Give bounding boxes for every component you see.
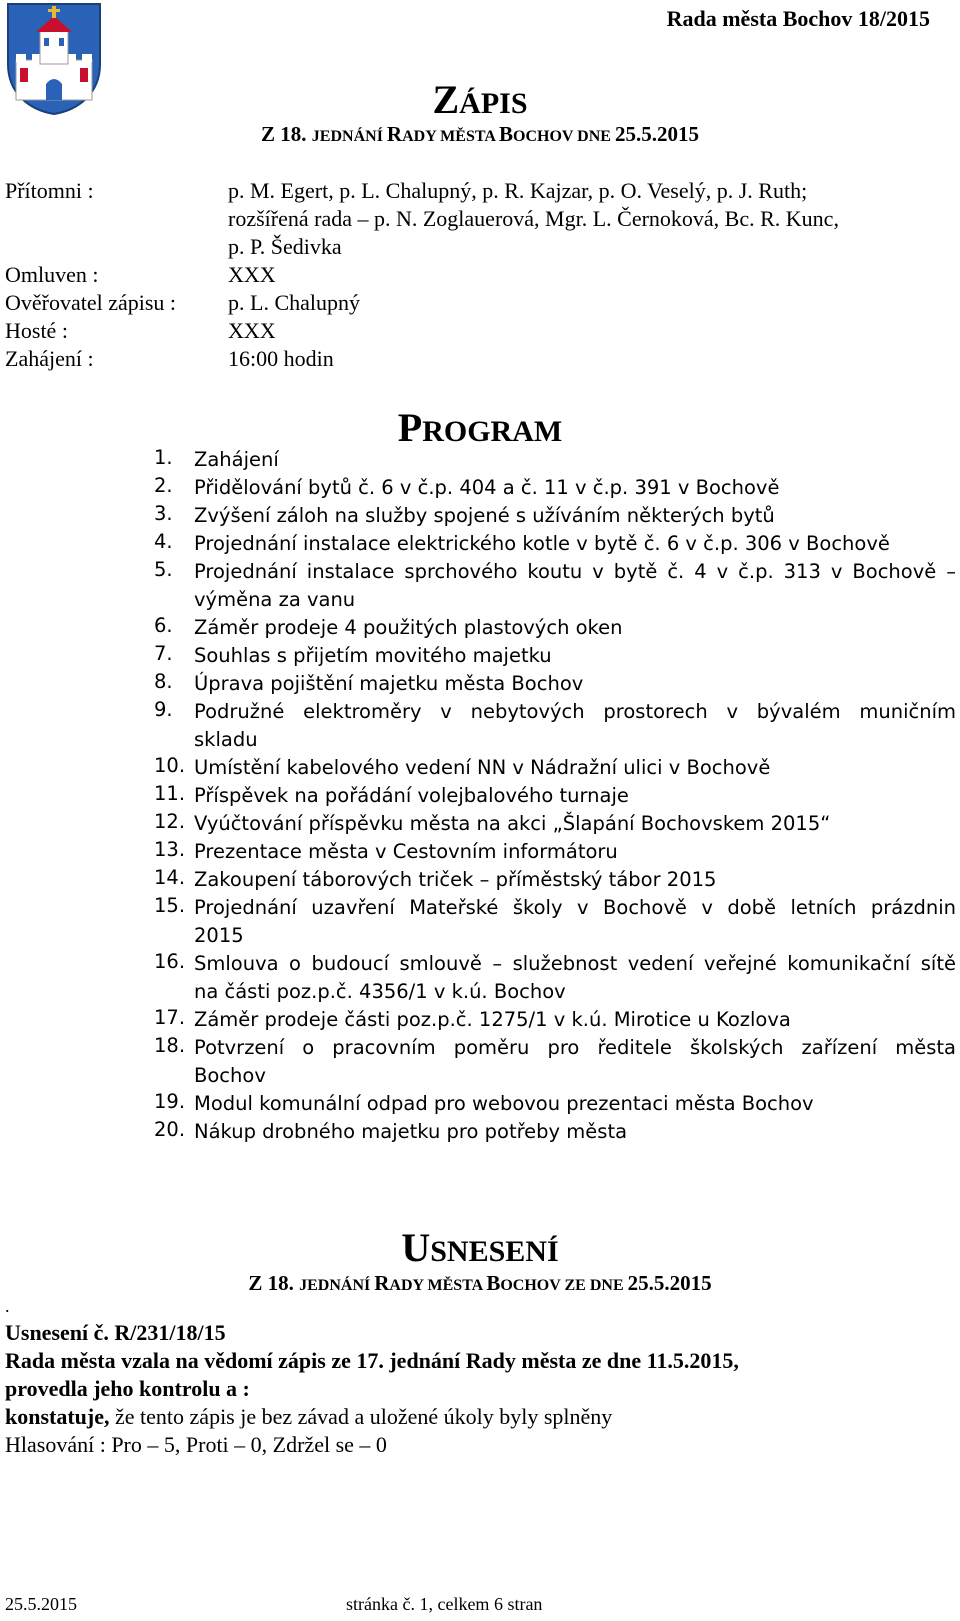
- subtitle-part: OCHOV ZE DNE: [500, 1277, 628, 1294]
- footer-date: 25.5.2015: [5, 1594, 77, 1614]
- program-item-line: Přidělování bytů č. 6 v č.p. 404 a č. 11 v č.p. 391 v Bochově: [194, 476, 780, 499]
- guests-label: Hosté :: [5, 318, 68, 343]
- program-item-line: výměna za vanu: [194, 588, 356, 611]
- program-item-number: 8.: [154, 670, 173, 693]
- program-item-line: Modul komunální odpad pro webovou prezentaci města Bochov: [194, 1092, 814, 1115]
- program-item-text: [194, 1006, 956, 1034]
- guests-value: XXX: [228, 318, 276, 343]
- subtitle-part: 25.5.2015: [614, 122, 699, 146]
- resolution-number: Usnesení č. R/231/18/15: [5, 1320, 226, 1345]
- program-item-text: [194, 642, 956, 670]
- subtitle-part: ADY MĚSTA: [389, 1277, 487, 1294]
- vote-result: Hlasování : Pro – 5, Proti – 0, Zdržel se – 0: [5, 1432, 387, 1457]
- minutes-subtitle: [0, 122, 960, 147]
- subtitle-part: Z 18.: [261, 122, 312, 146]
- program-item-number: 11.: [154, 782, 186, 805]
- program-item-line: Zvýšení záloh na služby spojené s užíváním některých bytů: [194, 504, 775, 527]
- program-item-text: [194, 698, 956, 754]
- program-item-line: Souhlas s přijetím movitého majetku: [194, 644, 552, 667]
- program-item-number: 18.: [154, 1034, 186, 1057]
- program-item-text: [194, 866, 956, 894]
- program-item-number: 5.: [154, 558, 173, 581]
- program-item-number: 15.: [154, 894, 186, 917]
- program-item-line: Bochov: [194, 1064, 266, 1087]
- program-item-text: [194, 614, 956, 642]
- program-item-text: [194, 754, 956, 782]
- subtitle-part: 25.5.2015: [627, 1271, 712, 1295]
- program-item-number: 19.: [154, 1090, 186, 1113]
- program-item-line: Zakoupení táborových triček – příměstský tábor 2015: [194, 868, 717, 891]
- program-item-line: Podružné elektroměry v nebytových prostorech v bývalém muničním: [194, 700, 956, 723]
- program-item-line: Potvrzení o pracovním poměru pro ředitele školských zařízení města: [194, 1036, 956, 1059]
- subtitle-part: JEDNÁNÍ: [299, 1277, 375, 1294]
- subtitle-part: B: [499, 122, 514, 146]
- program-item-number: 17.: [154, 1006, 186, 1029]
- program-item-number: 7.: [154, 642, 173, 665]
- program-item-number: 16.: [154, 950, 186, 973]
- header-council-title: Rada města Bochov 18/2015: [666, 6, 930, 31]
- program-item-number: 9.: [154, 698, 173, 721]
- minutes-title-initial: Z: [432, 77, 460, 122]
- verifier-label: Ověřovatel zápisu :: [5, 290, 177, 315]
- program-item-line: Projednání uzavření Mateřské školy v Bochově v době letních prázdnin: [194, 896, 956, 919]
- excused-value: XXX: [228, 262, 276, 287]
- program-title-rest: ROGRAM: [422, 415, 563, 448]
- present-line-3: p. P. Šedivka: [228, 234, 342, 259]
- subtitle-part: ADY MĚSTA: [402, 128, 499, 145]
- program-item-text: [194, 894, 956, 950]
- program-item-line: 2015: [194, 924, 244, 947]
- program-item-number: 10.: [154, 754, 186, 777]
- program-item-number: 2.: [154, 474, 173, 497]
- subtitle-part: R: [386, 122, 403, 146]
- program-item-line: Záměr prodeje části poz.p.č. 1275/1 v k.ú. Mirotice u Kozlova: [194, 1008, 791, 1031]
- program-item-line: Příspěvek na pořádání volejbalového turnaje: [194, 784, 629, 807]
- program-item-number: 6.: [154, 614, 173, 637]
- program-item-number: 20.: [154, 1118, 186, 1141]
- program-item-line: Projednání instalace elektrického kotle v bytě č. 6 v č.p. 306 v Bochově: [194, 532, 890, 555]
- excused-label: Omluven :: [5, 262, 99, 287]
- resolution-line-1: Rada města vzala na vědomí zápis ze 17. jednání Rady města ze dne 11.5.2015,: [5, 1348, 739, 1373]
- program-item-text: [194, 474, 956, 502]
- program-item-text: [194, 1034, 956, 1090]
- subtitle-part: OCHOV DNE: [513, 128, 615, 145]
- resolution-subtitle: [0, 1271, 960, 1296]
- resolution-line-3: [5, 1404, 612, 1430]
- subtitle-part: R: [374, 1271, 390, 1295]
- program-item-text: [194, 782, 956, 810]
- minutes-title-rest: ÁPIS: [459, 87, 528, 120]
- program-item-line: Zahájení: [194, 448, 279, 471]
- program-item-text: [194, 810, 956, 838]
- footer-page-number: stránka č. 1, celkem 6 stran: [346, 1594, 543, 1614]
- program-item-line: na části poz.p.č. 4356/1 v k.ú. Bochov: [194, 980, 566, 1003]
- present-line-1: p. M. Egert, p. L. Chalupný, p. R. Kajzar, p. O. Veselý, p. J. Ruth;: [228, 178, 808, 203]
- program-item-line: Prezentace města v Cestovním informátoru: [194, 840, 618, 863]
- resolution-verb: konstatuje,: [5, 1404, 110, 1429]
- present-line-2: rozšířená rada – p. N. Zoglauerová, Mgr. L. Černoková, Bc. R. Kunc,: [228, 206, 839, 231]
- minutes-title: [0, 76, 960, 123]
- program-item-number: 13.: [154, 838, 186, 861]
- program-item-number: 12.: [154, 810, 186, 833]
- subtitle-part: JEDNÁNÍ: [311, 128, 387, 145]
- resolution-title-rest: SNESENÍ: [430, 1235, 559, 1268]
- program-item-line: Nákup drobného majetku pro potřeby města: [194, 1120, 628, 1143]
- program-item-text: [194, 1090, 956, 1118]
- program-item-text: [194, 1118, 956, 1146]
- program-item-text: [194, 670, 956, 698]
- program-item-line: Vyúčtování příspěvku města na akci „Šlapání Bochovskem 2015“: [194, 812, 831, 835]
- program-title-initial: P: [397, 405, 423, 450]
- program-item-text: [194, 950, 956, 1006]
- subtitle-part: B: [486, 1271, 501, 1295]
- subtitle-part: Z 18.: [248, 1271, 300, 1295]
- resolution-text: že tento zápis je bez závad a uložené úkoly byly splněny: [109, 1404, 613, 1429]
- program-item-number: 14.: [154, 866, 186, 889]
- resolution-title-initial: U: [401, 1225, 431, 1270]
- program-item-line: Záměr prodeje 4 použitých plastových oken: [194, 616, 623, 639]
- program-item-number: 4.: [154, 530, 173, 553]
- program-item-line: Projednání instalace sprchového koutu v bytě č. 4 v č.p. 313 v Bochově –: [194, 560, 956, 583]
- resolution-line-2: provedla jeho kontrolu a :: [5, 1376, 250, 1401]
- program-item-number: 3.: [154, 502, 173, 525]
- program-item-text: [194, 558, 956, 614]
- program-item-number: 1.: [154, 446, 173, 469]
- program-item-text: [194, 530, 956, 558]
- program-item-line: Umístění kabelového vedení NN v Nádražní ulici v Bochově: [194, 756, 771, 779]
- program-item-line: Smlouva o budoucí smlouvě – služebnost vedení veřejné komunikační sítě: [194, 952, 956, 975]
- start-label: Zahájení :: [5, 346, 94, 371]
- program-item-line: Úprava pojištění majetku města Bochov: [194, 672, 584, 695]
- program-item-text: [194, 502, 956, 530]
- resolution-title: [0, 1224, 960, 1271]
- present-label: Přítomni :: [5, 178, 94, 203]
- start-value: 16:00 hodin: [228, 346, 334, 371]
- program-item-line: skladu: [194, 728, 258, 751]
- program-item-text: [194, 446, 956, 474]
- program-title: [0, 404, 960, 451]
- program-item-text: [194, 838, 956, 866]
- verifier-value: p. L. Chalupný: [228, 290, 360, 315]
- stray-dot: .: [5, 1296, 10, 1316]
